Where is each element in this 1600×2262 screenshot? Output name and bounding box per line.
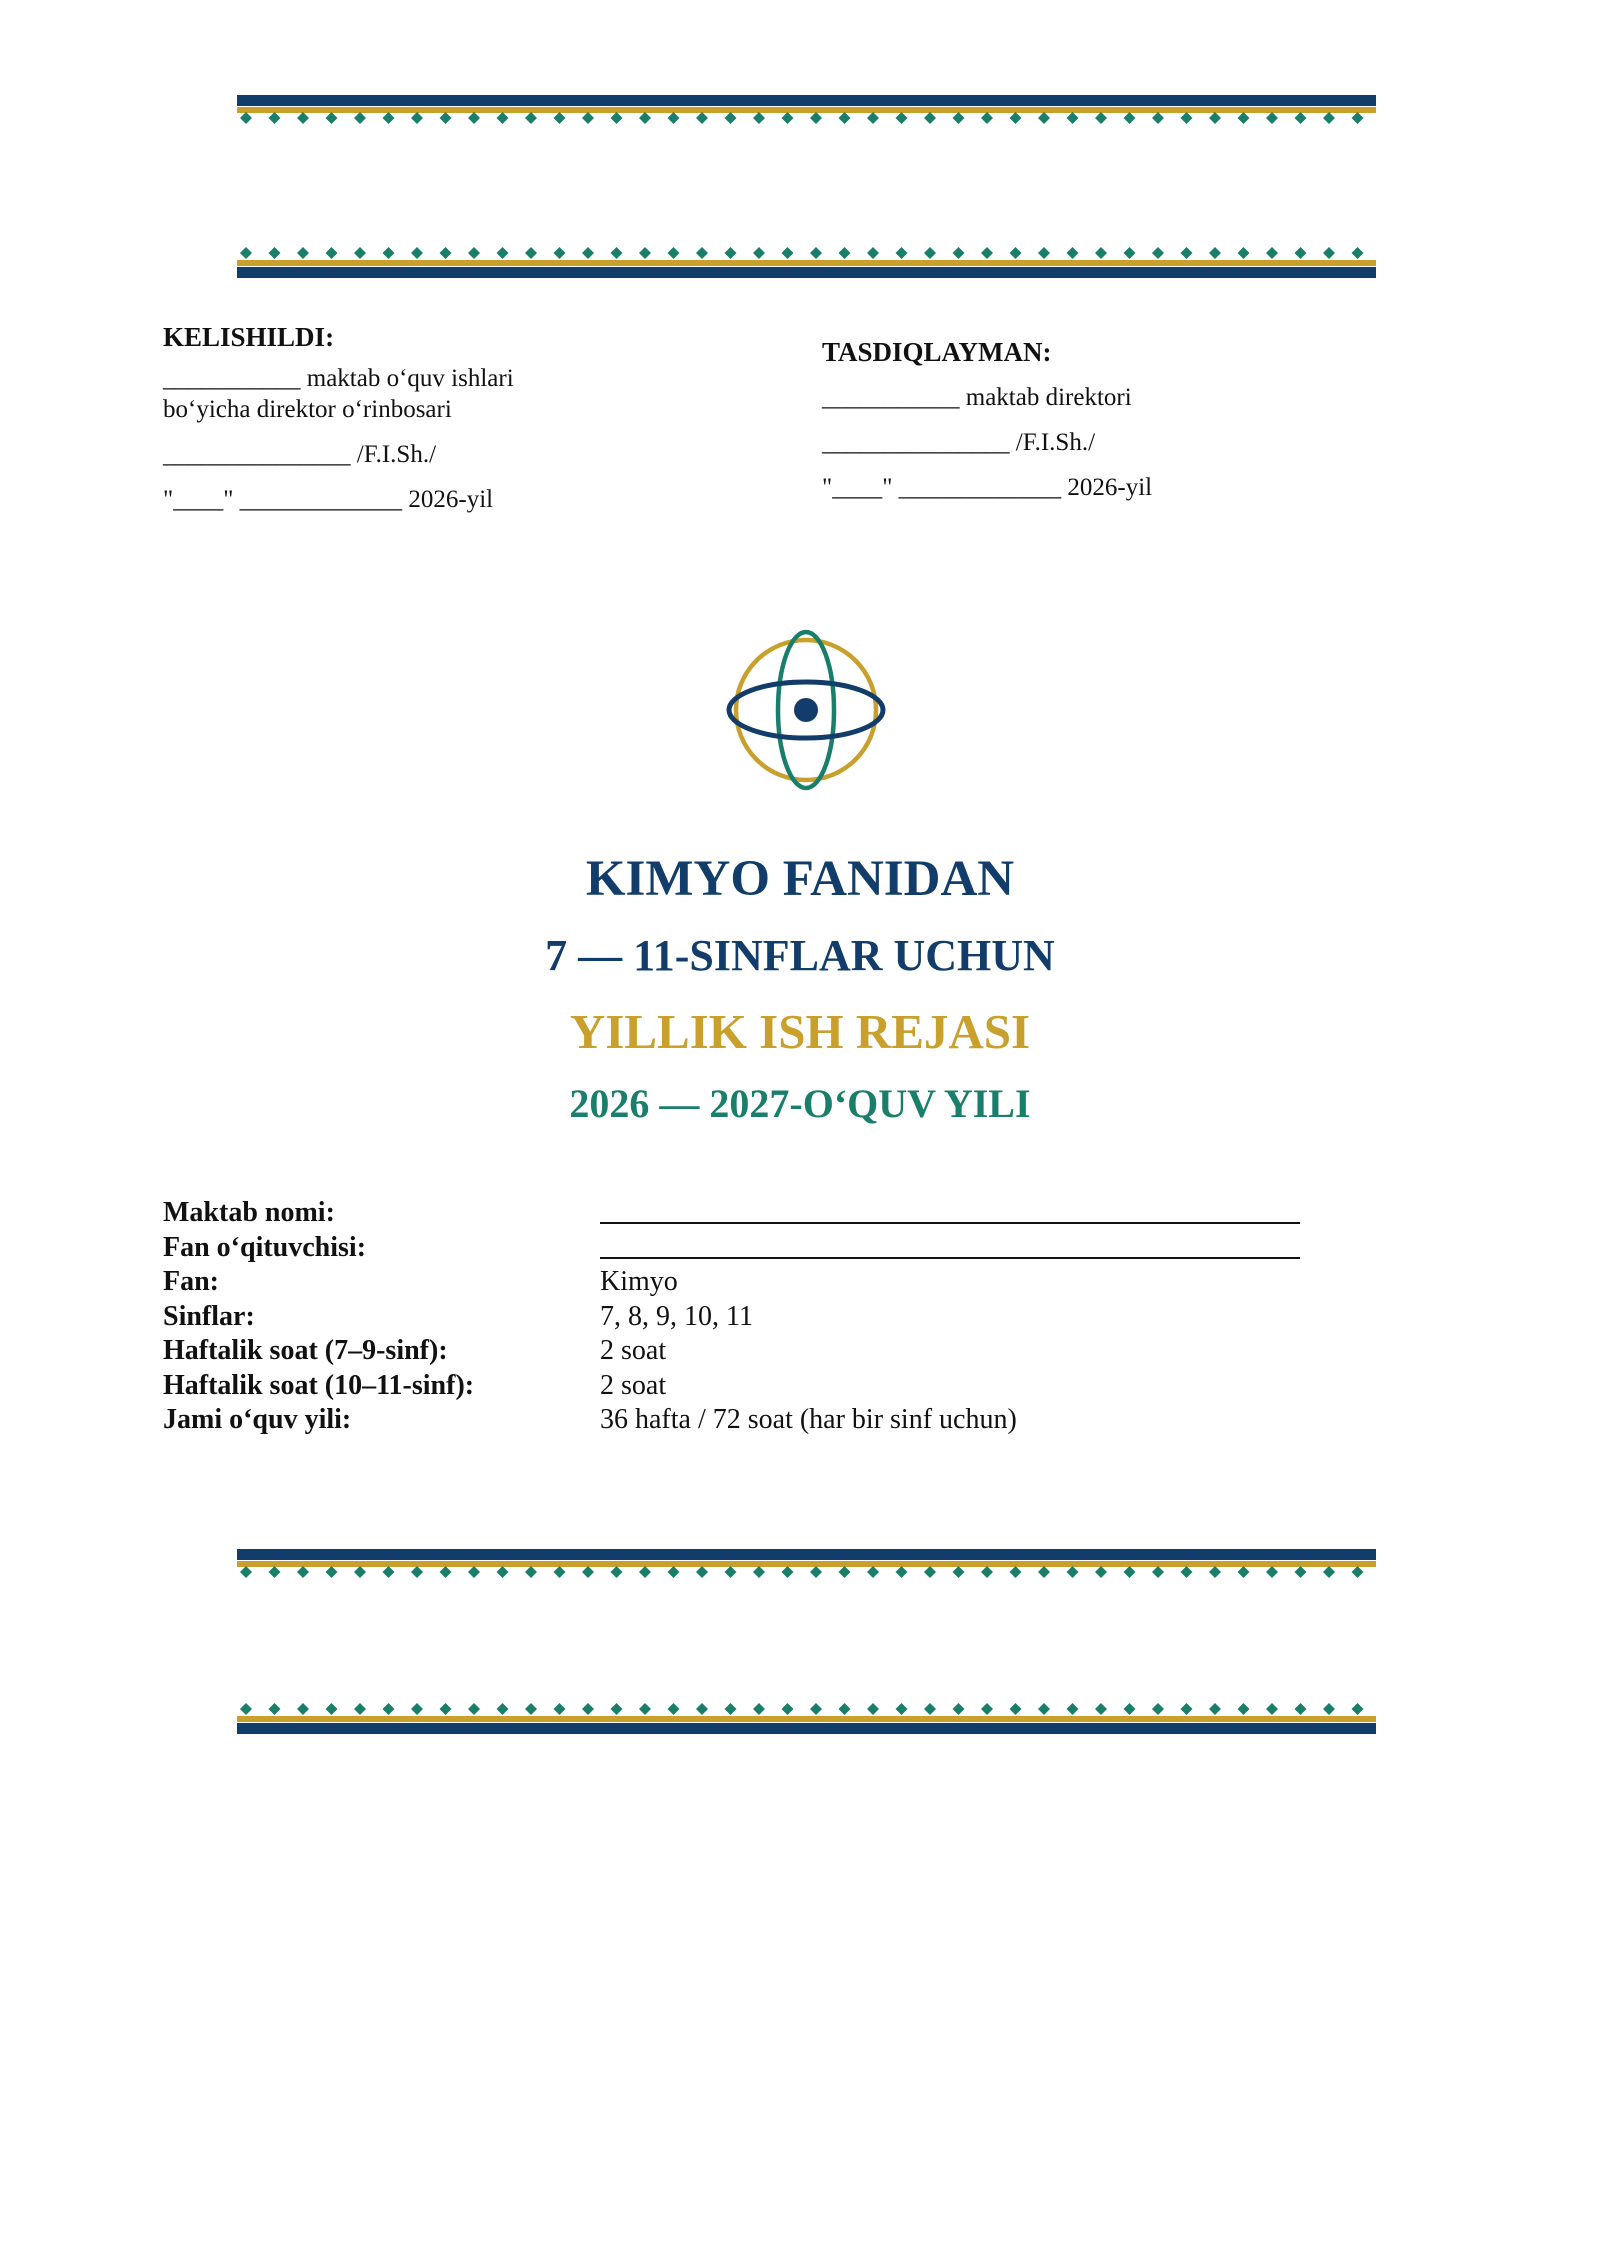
diamond-ornament (725, 112, 737, 124)
info-label: Sinflar: (163, 1300, 255, 1332)
diamond-ornament (1352, 247, 1364, 259)
diamond-ornament (1124, 1566, 1136, 1578)
diamond-ornament (696, 247, 708, 259)
info-label: Haftalik soat (10–11-sinf): (163, 1369, 475, 1401)
diamond-ornament (1295, 1703, 1307, 1715)
info-row-teacher (163, 1231, 1300, 1266)
approval-agreed-position: ___________ maktab o‘quv ishlari (163, 365, 514, 392)
diamond-ornament (1124, 247, 1136, 259)
diamond-ornament (582, 247, 594, 259)
diamond-ornament (1266, 1566, 1278, 1578)
info-label: Jami o‘quv yili: (163, 1404, 352, 1435)
diamond-ornament (953, 1703, 965, 1715)
diamond-ornament (497, 1703, 509, 1715)
diamond-ornament (782, 1703, 794, 1715)
diamond-ornament (326, 247, 338, 259)
diamond-ornament (639, 1703, 651, 1715)
diamond-ornament (1295, 112, 1307, 124)
diamond-ornament (782, 112, 794, 124)
diamond-ornament (326, 1703, 338, 1715)
diamond-ornament (1323, 112, 1335, 124)
diamond-ornament (981, 1703, 993, 1715)
diamond-ornament (1038, 247, 1050, 259)
diamond-ornament (1238, 1703, 1250, 1715)
diamond-ornament (1266, 247, 1278, 259)
diamond-ornament (1209, 1703, 1221, 1715)
diamond-ornament (867, 247, 879, 259)
diamond-ornament (525, 247, 537, 259)
diamond-ornament (240, 1566, 252, 1578)
diamond-ornament (240, 1703, 252, 1715)
diamond-ornament (1010, 1703, 1022, 1715)
diamond-ornament (924, 1566, 936, 1578)
diamond-ornament (1152, 1703, 1164, 1715)
diamond-ornament (269, 1703, 281, 1715)
diamond-ornament (981, 112, 993, 124)
diamond-ornament (1209, 1566, 1221, 1578)
bottom-ornament-border-lower (237, 1701, 1376, 1735)
diamond-ornament (1152, 112, 1164, 124)
diamond-ornament (525, 112, 537, 124)
diamond-ornament (240, 247, 252, 259)
diamond-ornament (297, 1566, 309, 1578)
diamond-ornament (896, 112, 908, 124)
diamond-ornament (611, 247, 623, 259)
diamond-ornament (668, 1703, 680, 1715)
diamond-ornament (810, 1703, 822, 1715)
diamond-ornament (782, 247, 794, 259)
diamond-ornament (383, 1566, 395, 1578)
info-label: Maktab nomi: (163, 1197, 335, 1228)
diamond-ornament (582, 112, 594, 124)
diamond-ornament (1181, 1566, 1193, 1578)
diamond-ornament (639, 247, 651, 259)
diamond-ornament (468, 1703, 480, 1715)
diamond-ornament (810, 112, 822, 124)
diamond-ornament (611, 112, 623, 124)
info-value: 2 soat (600, 1369, 667, 1401)
diamond-ornament (1124, 1703, 1136, 1715)
diamond-ornament (1067, 112, 1079, 124)
diamond-ornament (1238, 112, 1250, 124)
approval-agreed-position-cont: bo‘yicha direktor o‘rinbosari (163, 396, 452, 423)
approval-agreed-block (163, 322, 514, 515)
diamond-ornament (839, 1703, 851, 1715)
diamond-ornament (554, 1703, 566, 1715)
diamond-ornament (411, 1566, 423, 1578)
diamond-ornament (1067, 1703, 1079, 1715)
diamond-ornament (810, 247, 822, 259)
diamond-ornament (497, 247, 509, 259)
info-row-school (163, 1196, 1300, 1231)
diamond-ornament (297, 1703, 309, 1715)
diamond-ornament (1181, 1703, 1193, 1715)
diamond-ornament (1010, 247, 1022, 259)
approval-agreed-heading: KELISHILDI: (163, 322, 335, 352)
diamond-ornament (725, 1566, 737, 1578)
diamond-ornament (1266, 112, 1278, 124)
diamond-ornament (867, 112, 879, 124)
diamond-ornament (1181, 112, 1193, 124)
diamond-ornament (1352, 1566, 1364, 1578)
approval-agreed-date: "____" _____________ 2026-yil (163, 486, 494, 513)
diamond-ornament (440, 1703, 452, 1715)
page-subtitle-grades: 7 — 11-SINFLAR UCHUN (545, 931, 1055, 980)
diamond-ornament (383, 1703, 395, 1715)
info-label: Haftalik soat (7–9-sinf): (163, 1335, 448, 1366)
diamond-ornament (753, 1566, 765, 1578)
diamond-ornament (269, 247, 281, 259)
diamond-ornament (554, 1566, 566, 1578)
diamond-ornament (1095, 247, 1107, 259)
ornament-border (237, 95, 1376, 129)
diamond-ornament (611, 1566, 623, 1578)
diamond-ornament (326, 112, 338, 124)
top-ornament-border-lower (237, 245, 1376, 279)
info-row-hours-junior (163, 1334, 1300, 1369)
info-value: Kimyo (600, 1266, 678, 1297)
diamond-ornament (1038, 1703, 1050, 1715)
approval-approve-date: "____" _____________ 2026-yil (822, 474, 1153, 501)
diamond-ornament (525, 1566, 537, 1578)
diamond-ornament (497, 112, 509, 124)
ornament-border (237, 1701, 1376, 1735)
diamond-ornament (1352, 1703, 1364, 1715)
diamond-ornament (440, 1566, 452, 1578)
page-subtitle-plan: YILLIK ISH REJASI (569, 1004, 1031, 1059)
diamond-ornament (639, 1566, 651, 1578)
diamond-ornament (725, 1703, 737, 1715)
diamond-ornament (839, 112, 851, 124)
diamond-ornament (696, 1566, 708, 1578)
diamond-ornament (554, 247, 566, 259)
diamond-ornament (440, 112, 452, 124)
diamond-ornament (782, 1566, 794, 1578)
diamond-ornament (1152, 1566, 1164, 1578)
diamond-ornament (1067, 247, 1079, 259)
diamond-ornament (1038, 112, 1050, 124)
diamond-ornament (297, 247, 309, 259)
diamond-ornament (1238, 247, 1250, 259)
info-blank-line (600, 1196, 1300, 1224)
diamond-ornament (1323, 1703, 1335, 1715)
diamond-ornament (383, 112, 395, 124)
diamond-ornament (1010, 112, 1022, 124)
diamond-ornament (924, 1703, 936, 1715)
diamond-ornament (354, 1566, 366, 1578)
diamond-ornament (753, 112, 765, 124)
info-label: Fan: (163, 1266, 219, 1297)
diamond-ornament (896, 1566, 908, 1578)
diamond-ornament (1095, 1566, 1107, 1578)
info-value: 2 soat (600, 1335, 667, 1366)
diamond-ornament (468, 1566, 480, 1578)
info-label: Fan o‘qituvchisi: (163, 1231, 367, 1263)
diamond-ornament (525, 1703, 537, 1715)
diamond-ornament (554, 112, 566, 124)
approval-approve-signature: _______________ /F.I.Sh./ (822, 429, 1096, 456)
info-value: 36 hafta / 72 soat (har bir sinf uchun) (600, 1404, 1017, 1435)
diamond-ornament (696, 112, 708, 124)
approval-approve-heading: TASDIQLAYMAN: (822, 337, 1052, 367)
diamond-ornament (867, 1703, 879, 1715)
diamond-ornament (981, 247, 993, 259)
diamond-ornament (725, 247, 737, 259)
diamond-ornament (240, 112, 252, 124)
bottom-ornament-border (237, 1549, 1376, 1583)
diamond-ornament (668, 247, 680, 259)
diamond-ornament (383, 247, 395, 259)
diamond-ornament (1010, 1566, 1022, 1578)
diamond-ornament (269, 1566, 281, 1578)
diamond-ornament (668, 112, 680, 124)
diamond-ornament (1352, 112, 1364, 124)
diamond-ornament (896, 1703, 908, 1715)
info-row-hours-senior (163, 1369, 1300, 1404)
diamond-ornament (810, 1566, 822, 1578)
diamond-ornament (1067, 1566, 1079, 1578)
page-subtitle-year: 2026 — 2027-O‘QUV YILI (569, 1081, 1031, 1126)
diamond-ornament (440, 247, 452, 259)
diamond-ornament (468, 247, 480, 259)
page-title: KIMYO FANIDAN (585, 851, 1015, 907)
diamond-ornament (497, 1566, 509, 1578)
top-ornament-border (237, 95, 1376, 129)
diamond-ornament (1152, 247, 1164, 259)
approval-approve-block (822, 337, 1152, 503)
info-table (163, 1196, 1300, 1438)
diamond-ornament (354, 1703, 366, 1715)
diamond-ornament (1323, 1566, 1335, 1578)
diamond-ornament (839, 1566, 851, 1578)
diamond-ornament (1266, 1703, 1278, 1715)
diamond-ornament (924, 112, 936, 124)
diamond-ornament (981, 1566, 993, 1578)
info-row-grades (163, 1300, 1300, 1335)
diamond-ornament (867, 1566, 879, 1578)
diamond-ornament (297, 112, 309, 124)
diamond-ornament (1124, 112, 1136, 124)
diamond-ornament (953, 1566, 965, 1578)
diamond-ornament (953, 112, 965, 124)
ornament-border (237, 1549, 1376, 1583)
info-row-subject (163, 1265, 1300, 1300)
diamond-ornament (1209, 247, 1221, 259)
diamond-ornament (924, 247, 936, 259)
diamond-ornament (1038, 1566, 1050, 1578)
diamond-ornament (1095, 112, 1107, 124)
diamond-ornament (953, 247, 965, 259)
diamond-ornament (326, 1566, 338, 1578)
diamond-ornament (1295, 247, 1307, 259)
approval-approve-position: ___________ maktab direktori (822, 384, 1132, 411)
diamond-ornament (1295, 1566, 1307, 1578)
diamond-ornament (1323, 247, 1335, 259)
diamond-ornament (753, 1703, 765, 1715)
diamond-ornament (839, 247, 851, 259)
diamond-ornament (668, 1566, 680, 1578)
diamond-ornament (1181, 247, 1193, 259)
diamond-ornament (411, 1703, 423, 1715)
diamond-ornament (411, 247, 423, 259)
diamond-ornament (354, 247, 366, 259)
diamond-ornament (1238, 1566, 1250, 1578)
diamond-ornament (1095, 1703, 1107, 1715)
diamond-ornament (1209, 112, 1221, 124)
diamond-ornament (269, 112, 281, 124)
info-blank-line (600, 1231, 1300, 1259)
diamond-ornament (582, 1566, 594, 1578)
diamond-ornament (354, 112, 366, 124)
atom-icon (722, 628, 890, 797)
diamond-ornament (611, 1703, 623, 1715)
diamond-ornament (639, 112, 651, 124)
diamond-ornament (896, 247, 908, 259)
diamond-ornament (411, 112, 423, 124)
diamond-ornament (696, 1703, 708, 1715)
approval-agreed-signature: _______________ /F.I.Sh./ (163, 441, 437, 468)
info-row-total (163, 1403, 1300, 1438)
ornament-border (237, 245, 1376, 279)
diamond-ornament (582, 1703, 594, 1715)
info-value: 7, 8, 9, 10, 11 (600, 1300, 753, 1332)
diamond-ornament (753, 247, 765, 259)
diamond-ornament (468, 112, 480, 124)
